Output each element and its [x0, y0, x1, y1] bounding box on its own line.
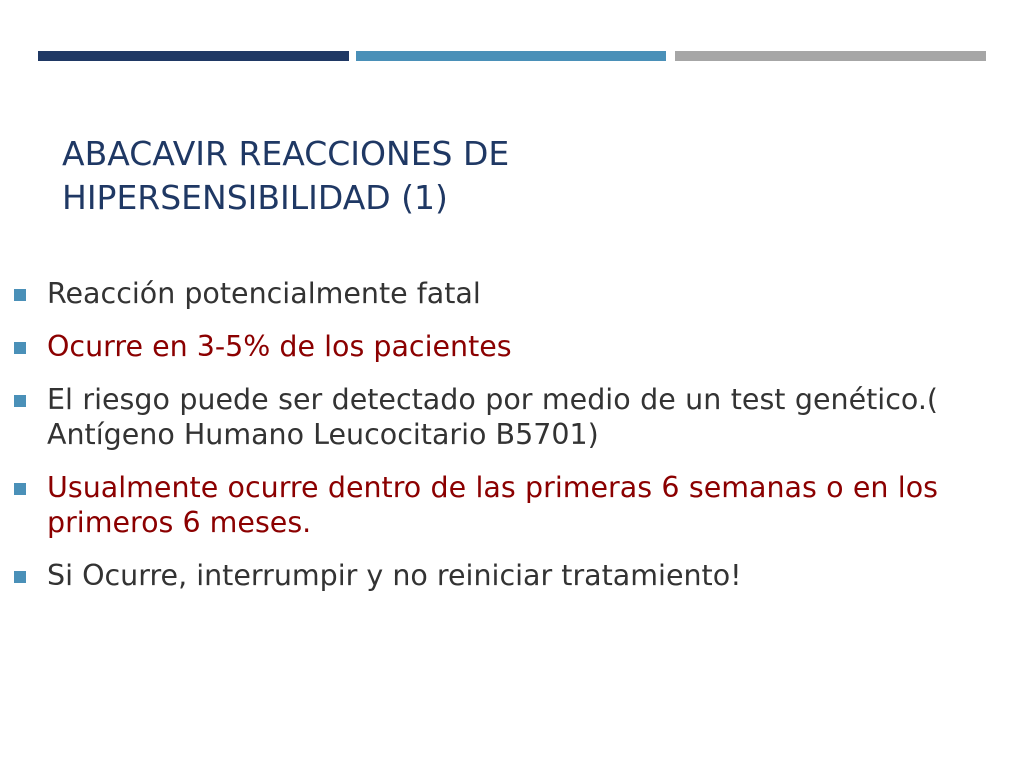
square-bullet-icon — [14, 342, 26, 354]
accent-bar-navy — [38, 51, 349, 61]
bullet-text: Si Ocurre, interrumpir y no reiniciar tratamiento! — [47, 559, 742, 592]
header-accent-bars — [38, 51, 986, 61]
bullet-text: Usualmente ocurre dentro de las primeras 6 semanas o en los primeros 6 meses. — [47, 471, 938, 539]
square-bullet-icon — [14, 289, 26, 301]
square-bullet-icon — [14, 571, 26, 583]
accent-bar-blue — [356, 51, 666, 61]
bullet-item-3 — [14, 382, 938, 452]
bullet-text: Reacción potencialmente fatal — [47, 277, 481, 310]
bullet-item-2 — [14, 329, 938, 364]
square-bullet-icon — [14, 483, 26, 495]
slide-title-line-2: HIPERSENSIBILIDAD (1) — [62, 178, 448, 217]
bullet-list — [14, 276, 938, 611]
accent-bar-gray — [675, 51, 986, 61]
bullet-item-1 — [14, 276, 938, 311]
bullet-text: El riesgo puede ser detectado por medio de un test genético.( Antígeno Humano Leucocitario B5701) — [47, 383, 938, 451]
slide-title — [62, 132, 962, 220]
bullet-item-4 — [14, 470, 938, 540]
slide-title-line-1: ABACAVIR REACCIONES DE — [62, 134, 510, 173]
square-bullet-icon — [14, 395, 26, 407]
bullet-text: Ocurre en 3-5% de los pacientes — [47, 330, 512, 363]
bullet-item-5 — [14, 558, 938, 593]
